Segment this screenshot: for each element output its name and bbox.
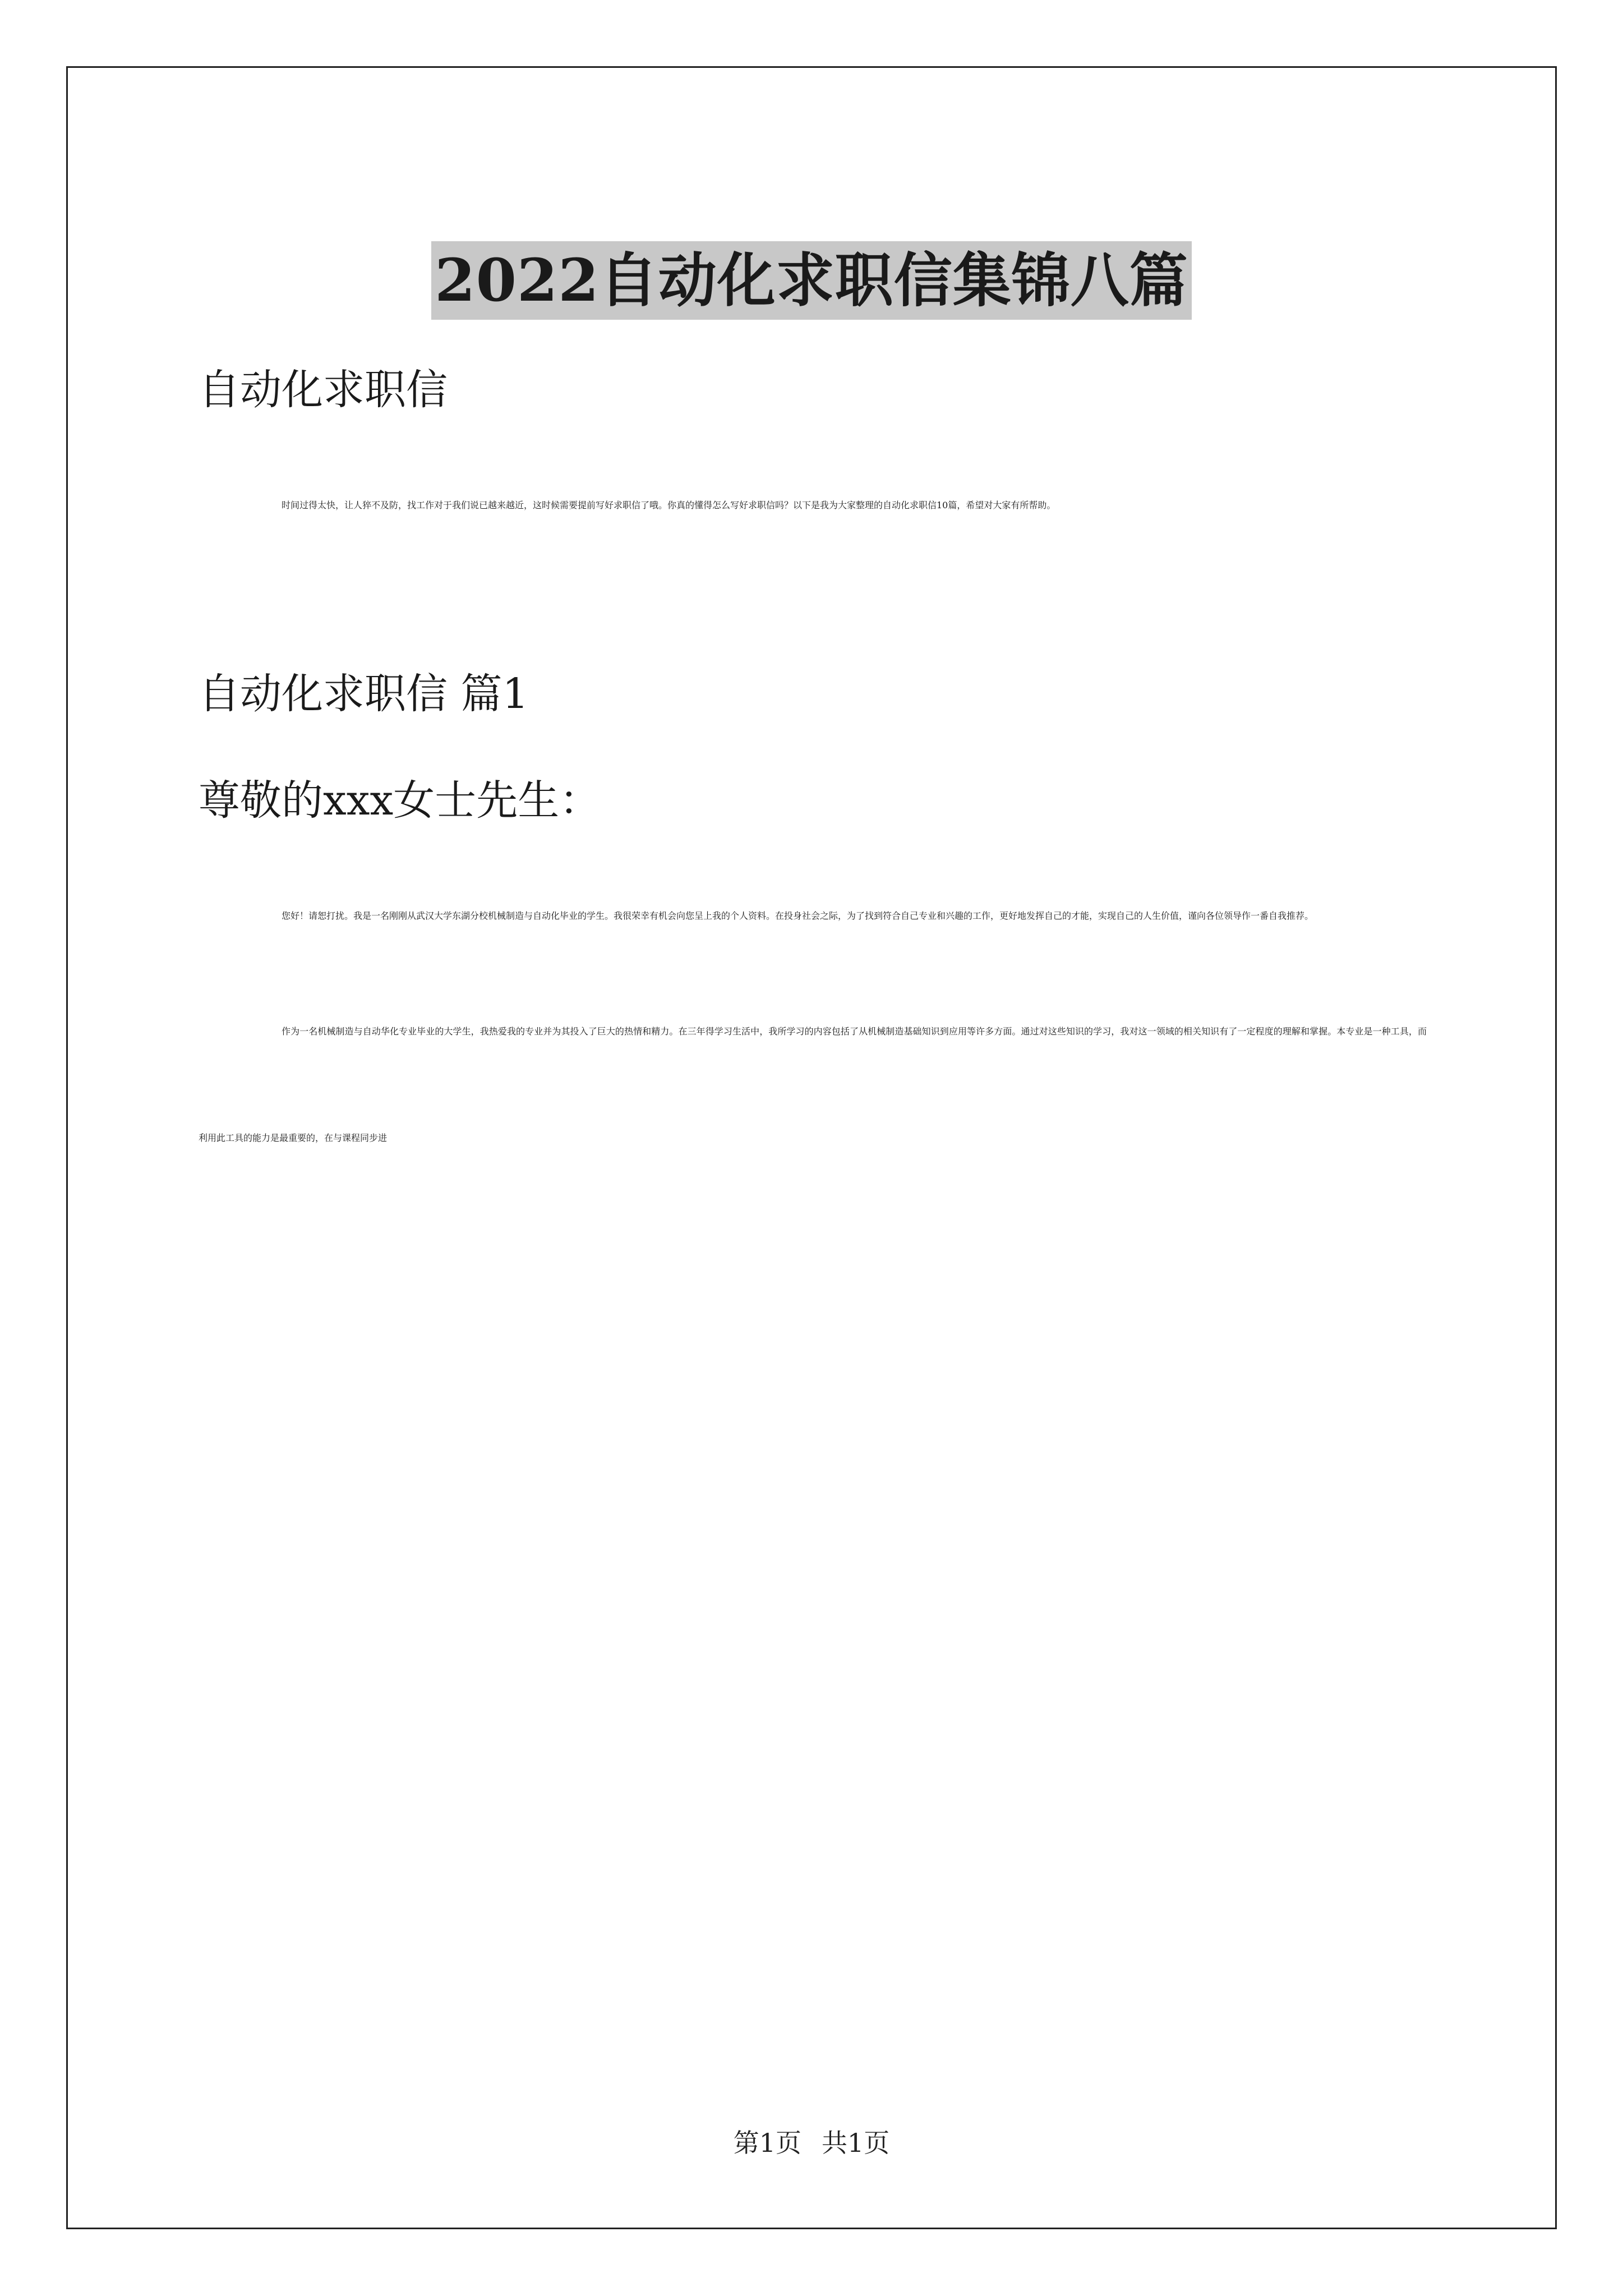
body-paragraph-1: 您好！请恕打扰。我是一名刚刚从武汉大学东湖分校机械制造与自动化毕业的学生。我很荣幸有机会向您呈上我的个人资料。在投身社会之际，为了找到符合自己专业和兴趣的工作，更好地发挥自己的才能，实现自己的人生价值，谨向各位领导作一番自我推荐。	[282, 910, 1314, 921]
article-heading: 自动化求职信 篇1	[199, 670, 529, 718]
intro-paragraph: 时间过得太快，让人猝不及防，找工作对于我们说已越来越近，这时候需要提前写好求职信了哦。你真的懂得怎么写好求职信吗？以下是我为大家整理的自动化求职信10篇，希望对大家有所帮助。	[282, 500, 1056, 510]
page-number: 第1页	[733, 2128, 801, 2158]
title-container	[0, 202, 1623, 358]
page-total: 共1页	[822, 2128, 890, 2158]
body-paragraph-2: 作为一名机械制造与自动华化专业毕业的大学生，我热爱我的专业并为其投入了巨大的热情和精力。在三年得学习生活中，我所学习的内容包括了从机械制造基础知识到应用等许多方面。通过对这些知识的学习，我对这一领域的相关知识有了一定程度的理解和掌握。本专业是一种工具，而利用此工具的能力是最重要的，在与课程同步进	[199, 1026, 1427, 1143]
section-heading: 自动化求职信	[199, 366, 448, 414]
salutation: 尊敬的xxx女士先生：	[199, 776, 601, 825]
page-footer	[0, 2126, 1623, 2160]
paragraph-gap	[199, 568, 1427, 641]
document-body	[199, 337, 1427, 1200]
document-title: 2022自动化求职信集锦八篇	[431, 241, 1191, 320]
